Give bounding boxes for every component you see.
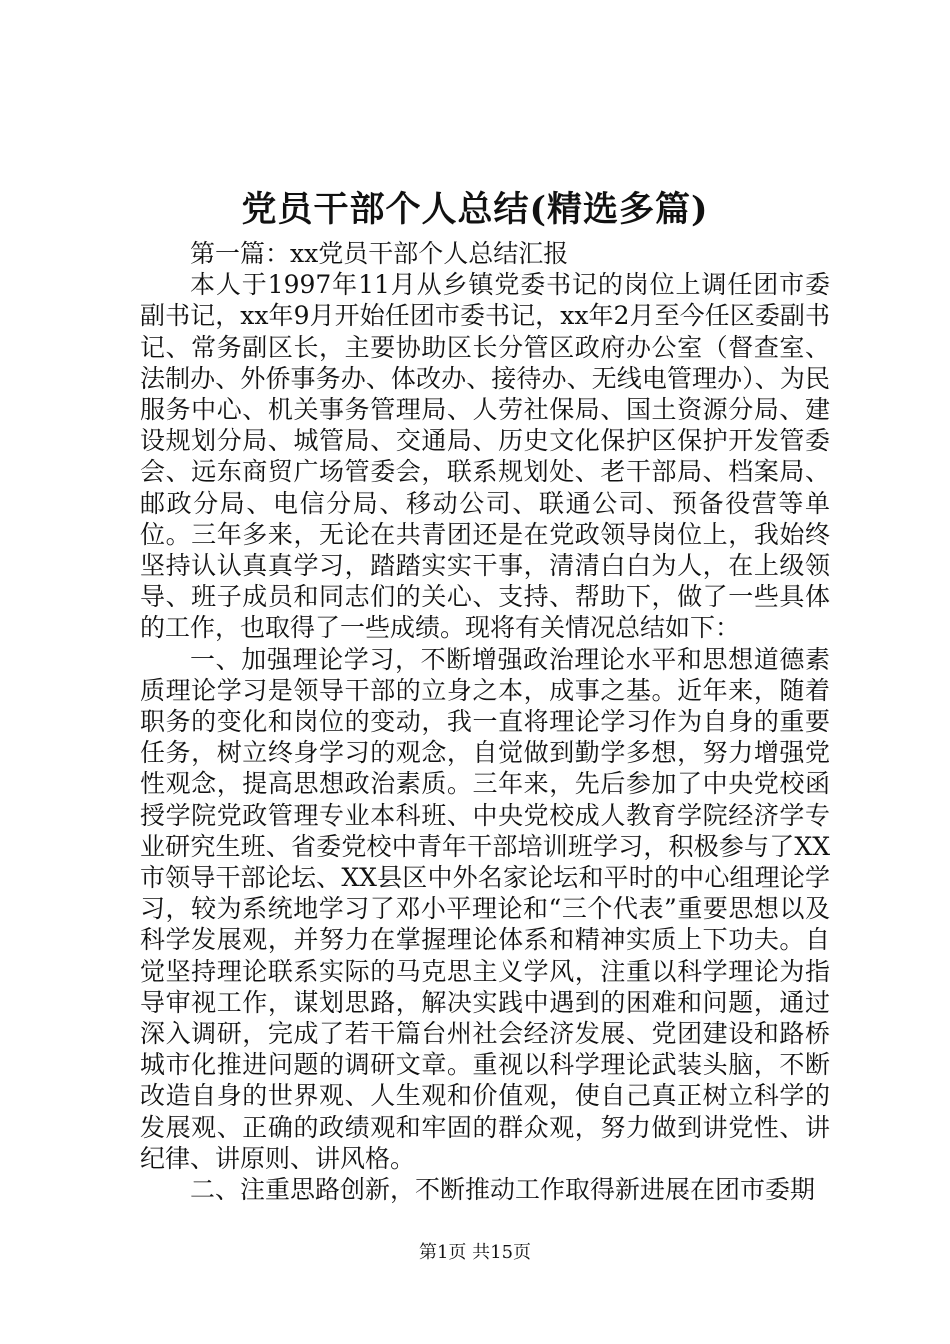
document-title: 党员干部个人总结(精选多篇) xyxy=(241,189,709,230)
paragraph: 本人于1997年11月从乡镇党委书记的岗位上调任团市委副书记，xx年9月开始任团市委书记，xx年2月至今任区委副书记、常务副区长，主要协助区长分管区政府办公室（督查室、法制办、外侨事务办、体改办、接待办、无线电管理办）、为民服务中心、机关事务管理局、人劳社保局、国土资源分局、建设规划分局、城管局、交通局、历史文化保护区保护开发管委会、远东商贸广场管委会，联系规划处、老干部局、档案局、邮政分局、电信分局、移动公司、联通公司、预备役营等单位。三年多来，无论在共青团还是在党政领导岗位上，我始终坚持认认真真学习，踏踏实实干事，清清白白为人，在上级领导、班子成员和同志们的关心、支持、帮助下，做了一些具体的工作，也取得了一些成绩。现将有关情况总结如下： xyxy=(140,270,830,643)
paragraph: 一、加强理论学习，不断增强政治理论水平和思想道德素质理论学习是领导干部的立身之本，成事之基。近年来，随着职务的变化和岗位的变动，我一直将理论学习作为自身的重要任务，树立终身学习的观念，自觉做到勤学多想，努力增强党性观念，提高思想政治素质。三年来，先后参加了中央党校函授学院党政管理专业本科班、中央党校成人教育学院经济学专业研究生班、省委党校中青年干部培训班学习，积极参与了XX市领导干部论坛、XX县区中外名家论坛和平时的中心组理论学习，较为系统地学习了邓小平理论和“三个代表”重要思想以及科学发展观，并努力在掌握理论体系和精神实质上下功夫。自觉坚持理论联系实际的马克思主义学风，注重以科学理论为指导审视工作，谋划思路，解决实践中遇到的困难和问题，通过深入调研，完成了若干篇台州社会经济发展、党团建设和路桥城市化推进问题的调研文章。重视以科学理论武装头脑，不断改造自身的世界观、人生观和价值观，使自己真正树立科学的发展观、正确的政绩观和牢固的群众观，努力做到讲党性、讲纪律、讲原则、讲风格。 xyxy=(140,644,830,1173)
document-body xyxy=(140,238,830,1205)
paragraph: 二、注重思路创新，不断推动工作取得新进展在团市委期 xyxy=(190,1175,816,1205)
page-footer: 第1页 共15页 xyxy=(418,1242,532,1263)
section-heading: 第一篇：xx党员干部个人总结汇报 xyxy=(190,239,569,268)
